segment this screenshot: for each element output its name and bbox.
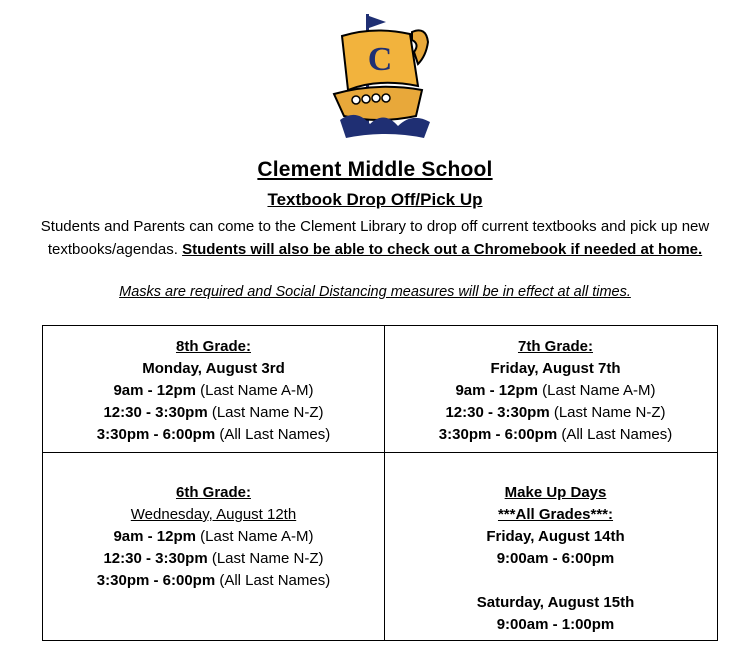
grade-heading: 8th Grade: (175, 338, 251, 355)
intro-line-2 (0, 238, 750, 261)
time-range: 3:30pm - 6:00pm (96, 572, 216, 589)
grade-day: Friday, August 7th (490, 360, 621, 377)
time-row (43, 570, 384, 592)
makeup-day: Saturday, August 15th (476, 594, 635, 611)
name-range: (All Last Names) (557, 426, 673, 443)
time-range: 12:30 - 3:30pm (103, 550, 208, 567)
school-logo (326, 12, 438, 142)
makeup-time: 9:00am - 1:00pm (496, 616, 615, 633)
intro-paragraph (0, 215, 750, 261)
time-row (385, 424, 726, 446)
time-range: 3:30pm - 6:00pm (96, 426, 216, 443)
all-grades-label: ***All Grades***: (497, 506, 614, 523)
makeup-heading: Make Up Days (504, 484, 607, 501)
time-row (43, 402, 384, 424)
grade-heading: 7th Grade: (517, 338, 593, 355)
name-range: (Last Name A-M) (196, 382, 314, 399)
name-range: (Last Name N-Z) (549, 404, 666, 421)
cell-8th-grade (43, 336, 384, 446)
time-row (385, 380, 726, 402)
time-range: 3:30pm - 6:00pm (438, 426, 558, 443)
intro-line-2-plain: textbooks/agendas. (47, 241, 183, 258)
grade-day: Wednesday, August 12th (130, 506, 297, 523)
name-range: (Last Name A-M) (196, 528, 314, 545)
cell-6th-grade (43, 482, 384, 592)
name-range: (All Last Names) (215, 572, 331, 589)
time-range: 9am - 12pm (113, 382, 196, 399)
logo-letter: C (367, 41, 393, 78)
makeup-time: 9:00am - 6:00pm (496, 550, 615, 567)
time-row (385, 402, 726, 424)
grade-day: Monday, August 3rd (142, 360, 285, 377)
time-range: 9am - 12pm (455, 382, 538, 399)
name-range: (All Last Names) (215, 426, 331, 443)
chromebook-notice: Students will also be able to check out a Chromebook if needed at home. (182, 241, 703, 258)
name-range: (Last Name A-M) (538, 382, 656, 399)
schedule-table (42, 325, 718, 641)
spacer (385, 570, 726, 592)
time-range: 9am - 12pm (113, 528, 196, 545)
name-range: (Last Name N-Z) (207, 404, 324, 421)
cell-make-up-days (385, 482, 726, 636)
time-row (43, 526, 384, 548)
name-range: (Last Name N-Z) (207, 550, 324, 567)
time-row (43, 548, 384, 570)
makeup-day: Friday, August 14th (486, 528, 625, 545)
grade-heading: 6th Grade: (175, 484, 251, 501)
cell-7th-grade (385, 336, 726, 446)
row-divider (43, 452, 717, 453)
page-subtitle: Textbook Drop Off/Pick Up (267, 190, 483, 209)
page-title: Clement Middle School (257, 158, 493, 181)
time-row (43, 380, 384, 402)
time-range: 12:30 - 3:30pm (445, 404, 550, 421)
safety-note: Masks are required and Social Distancing measures will be in effect at all times. (119, 284, 631, 300)
time-range: 12:30 - 3:30pm (103, 404, 208, 421)
intro-line-1: Students and Parents can come to the Clement Library to drop off current textbooks and pick up new (40, 218, 710, 235)
time-row (43, 424, 384, 446)
